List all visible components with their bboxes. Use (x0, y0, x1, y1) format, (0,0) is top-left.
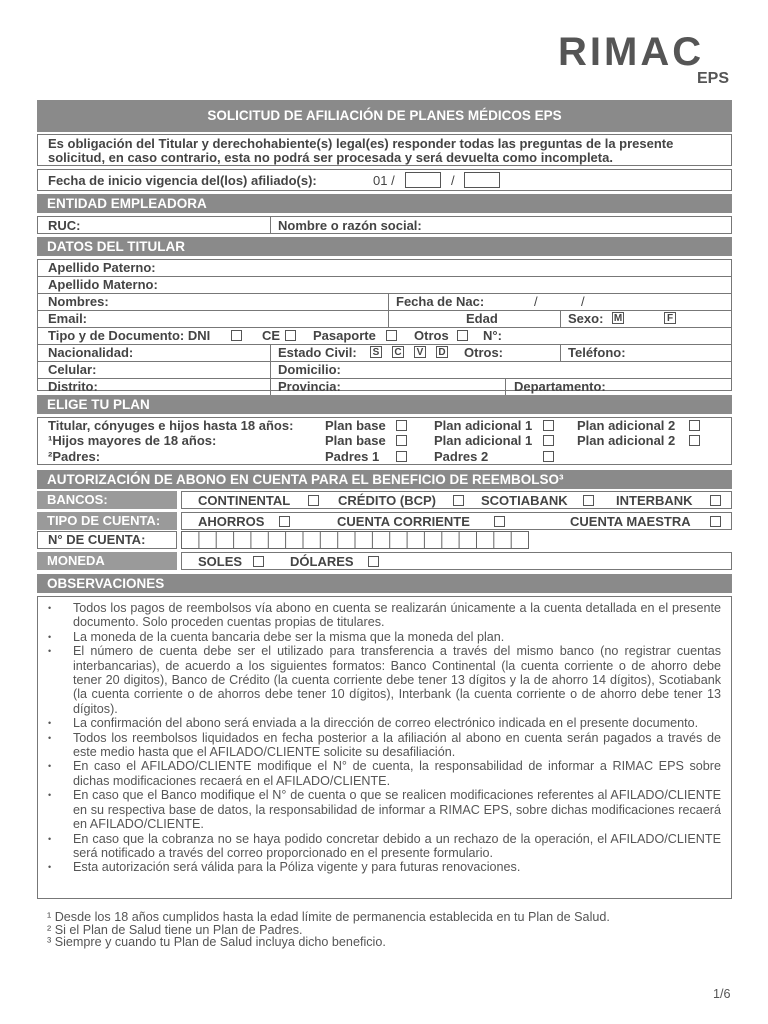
adicional2-checkbox-2[interactable] (689, 435, 700, 446)
adicional2-label-2: Plan adicional 2 (577, 433, 676, 448)
otros-doc-label: Otros (414, 328, 449, 343)
razon-social-label: Nombre o razón social: (278, 218, 422, 233)
departamento-label: Departamento: (514, 379, 606, 394)
adicional2-label-1: Plan adicional 2 (577, 418, 676, 433)
tipo-cuenta-label: TIPO DE CUENTA: (37, 512, 177, 530)
num-cuenta-digits (181, 531, 529, 549)
abono-header: AUTORIZACIÓN DE ABONO EN CUENTA PARA EL BENEFICIO DE REEMBOLSO³ (37, 470, 732, 489)
continental-label: CONTINENTAL (198, 493, 291, 508)
estado-civil-d-checkbox[interactable]: D (436, 346, 448, 358)
padres2-label: Padres 2 (434, 449, 489, 464)
fecha-nac-label: Fecha de Nac: (396, 294, 485, 309)
domicilio-label: Domicilio: (278, 362, 341, 377)
ap-materno-label: Apellido Materno: (48, 277, 158, 292)
ruc-label: RUC: (48, 218, 81, 233)
estado-civil-s-checkbox[interactable]: S (370, 346, 382, 358)
entidad-header: ENTIDAD EMPLEADORA (37, 194, 732, 213)
corriente-label: CUENTA CORRIENTE (337, 514, 470, 529)
nacionalidad-label: Nacionalidad: (48, 345, 134, 360)
dolares-checkbox[interactable] (368, 556, 379, 567)
pasaporte-label: Pasaporte (313, 328, 376, 343)
plan-base-label-1: Plan base (325, 418, 386, 433)
soles-label: SOLES (198, 554, 243, 569)
distrito-label: Distrito: (48, 379, 98, 394)
otros-estado-label: Otros: (464, 345, 503, 360)
adicional1-checkbox-1[interactable] (543, 420, 554, 431)
tipo-doc-label: Tipo y de Documento: DNI (48, 328, 211, 343)
obs-item: • Todos los reembolsos liquidados en fecha posterior a la afiliación al abono en cuenta serán pagados a través de este medio hasta que el AFILADO/CLIENTE solicite su desafiliación. (48, 731, 721, 760)
credito-checkbox[interactable] (453, 495, 464, 506)
notice (37, 134, 732, 166)
otros-doc-checkbox[interactable] (457, 330, 468, 341)
plan-row1-label: Titular, cónyuges e hijos hasta 18 años: (48, 418, 294, 433)
estado-civil-c-checkbox[interactable]: C (392, 346, 404, 358)
obs-item: • En caso que la cobranza no se haya podido concretar debido a un rechazo de la operación, el AFILADO/CLIENTE será notificado a través del correo proporcionado en el presente formulario. (48, 832, 721, 861)
vigencia-year-field[interactable] (464, 172, 500, 188)
sexo-m-checkbox[interactable]: M (613, 313, 623, 324)
adicional1-label-2: Plan adicional 1 (434, 433, 533, 448)
observaciones-box (37, 596, 732, 899)
notice-line-1: Es obligación del Titular y derechohabiente(s) legal(es) responder todas las preguntas de la presente (48, 136, 674, 151)
footnotes (47, 911, 737, 949)
padres1-label: Padres 1 (325, 449, 380, 464)
form-title: SOLICITUD DE AFILIACIÓN DE PLANES MÉDICOS EPS (37, 100, 732, 132)
plan-base-checkbox-2[interactable] (396, 435, 407, 446)
continental-checkbox[interactable] (308, 495, 319, 506)
corriente-checkbox[interactable] (494, 516, 505, 527)
ce-checkbox[interactable] (285, 330, 296, 341)
maestra-checkbox[interactable] (710, 516, 721, 527)
plan-base-label-2: Plan base (325, 433, 386, 448)
observaciones-header: OBSERVACIONES (37, 574, 732, 593)
obs-item: • Esta autorización será válida para la Póliza vigente y para futuras renovaciones. (48, 860, 721, 874)
vigencia-label: Fecha de inicio vigencia del(los) afiliado(s): (48, 173, 317, 188)
obs-item: • La moneda de la cuenta bancaria debe ser la misma que la moneda del plan. (48, 630, 721, 644)
plan-box (37, 417, 732, 465)
moneda-label: MONEDA (37, 552, 177, 570)
obs-item: • En caso que el Banco modifique el N° de cuenta o que se realicen modificaciones referentes al AFILADO/CLIENTE en su respectiva base de datos, la responsabilidad de informar a RIMAC EPS, sobre dichas modificaciones recaerá en AFILADO/CLIENTE. (48, 788, 721, 831)
ahorros-label: AHORROS (198, 514, 265, 529)
provincia-label: Provincia: (278, 379, 341, 394)
obs-item: • El número de cuenta debe ser el utilizado para transferencia a través del mismo banco (no registrar cuentas interbancarias), de acuerdo a los siguientes formatos: Banco Continental (la cuenta corriente o de ahorro debe tener 20 digitos), Banco de Crédito (la cuenta corriente debe tener 13 dígitos y la de ahorro 14 dígitos), Scotiabank (la cuenta corriente o de ahorros debe tener 10 dígitos), Interbank (la cuenta corriente o de ahorro debe tener 13 dígitos). (48, 644, 721, 716)
abono-box (37, 491, 732, 571)
obs-item: • En caso el AFILADO/CLIENTE modifique el N° de cuenta, la responsabilidad de informar a RIMAC EPS sobre dichas modificaciones recaerá en el AFILADO/CLIENTE. (48, 759, 721, 788)
celular-label: Celular: (48, 362, 97, 377)
sexo-f-checkbox[interactable]: F (664, 312, 676, 324)
ap-paterno-label: Apellido Paterno: (48, 260, 156, 275)
nombres-label: Nombres: (48, 294, 109, 309)
footnote-3: ³ Siempre y cuando tu Plan de Salud incluya dicho beneficio. (47, 935, 386, 949)
num-cuenta-label: N° DE CUENTA: (37, 531, 177, 549)
email-label: Email: (48, 311, 88, 326)
footnote-2: ² Si el Plan de Salud tiene un Plan de Padres. (47, 922, 303, 937)
sexo-label: Sexo: (568, 311, 604, 326)
credito-label: CRÉDITO (BCP) (338, 493, 436, 508)
ce-label: CE (262, 328, 281, 343)
dolares-label: DÓLARES (290, 554, 354, 569)
edad-label: Edad (466, 311, 498, 326)
interbank-checkbox[interactable] (710, 495, 721, 506)
padres2-checkbox[interactable] (543, 451, 554, 462)
telefono-label: Teléfono: (568, 345, 626, 360)
plan-header: ELIGE TU PLAN (37, 395, 732, 414)
scotiabank-label: SCOTIABANK (481, 493, 568, 508)
plan-base-checkbox-1[interactable] (396, 420, 407, 431)
plan-row2-label: ¹Hijos mayores de 18 años: (48, 433, 217, 448)
maestra-label: CUENTA MAESTRA (570, 514, 691, 529)
vigencia-day: 01 / (373, 173, 395, 188)
soles-checkbox[interactable] (253, 556, 264, 567)
rimac-logo: RIMAC (558, 30, 705, 74)
notice-line-2: solicitud, en caso contrario, esta no podrá ser procesada y será devuelta como incompleta. (48, 150, 613, 165)
fecha-nac-sep-1: / (534, 294, 538, 309)
obs-item: • Todos los pagos de reembolsos vía abono en cuenta se realizarán únicamente a la cuenta detallada en el presente documento. Solo proceden cuentas propias de titulares. (48, 601, 721, 630)
dni-checkbox[interactable] (231, 330, 242, 341)
obs-item: • La confirmación del abono será enviada a la dirección de correo electrónico indicada en el presente documento. (48, 716, 721, 730)
fecha-nac-sep-2: / (581, 294, 585, 309)
estado-civil-v-checkbox[interactable]: V (414, 346, 426, 358)
scotiabank-checkbox[interactable] (583, 495, 594, 506)
footnote-1: ¹ Desde los 18 años cumplidos hasta la edad límite de permanencia establecida en tu Plan de Salud. (47, 910, 610, 924)
adicional1-label-1: Plan adicional 1 (434, 418, 533, 433)
bancos-label: BANCOS: (37, 491, 177, 509)
eps-logo-sub: EPS (697, 70, 730, 87)
plan-row3-label: ²Padres: (48, 449, 101, 464)
adicional2-checkbox-1[interactable] (689, 420, 700, 431)
pasaporte-checkbox[interactable] (386, 330, 397, 341)
titular-header: DATOS DEL TITULAR (37, 237, 732, 256)
ahorros-checkbox[interactable] (279, 516, 290, 527)
interbank-label: INTERBANK (616, 493, 693, 508)
entidad-row (37, 216, 732, 234)
numero-doc-label: N°: (483, 328, 502, 343)
estado-civil-label: Estado Civil: (278, 345, 357, 360)
adicional1-checkbox-2[interactable] (543, 435, 554, 446)
vigencia-row (37, 169, 732, 191)
vigencia-sep: / (451, 173, 455, 188)
vigencia-month-field[interactable] (405, 172, 441, 188)
page-number: 1/6 (713, 987, 731, 1001)
padres1-checkbox[interactable] (396, 451, 407, 462)
titular-box (37, 259, 732, 394)
